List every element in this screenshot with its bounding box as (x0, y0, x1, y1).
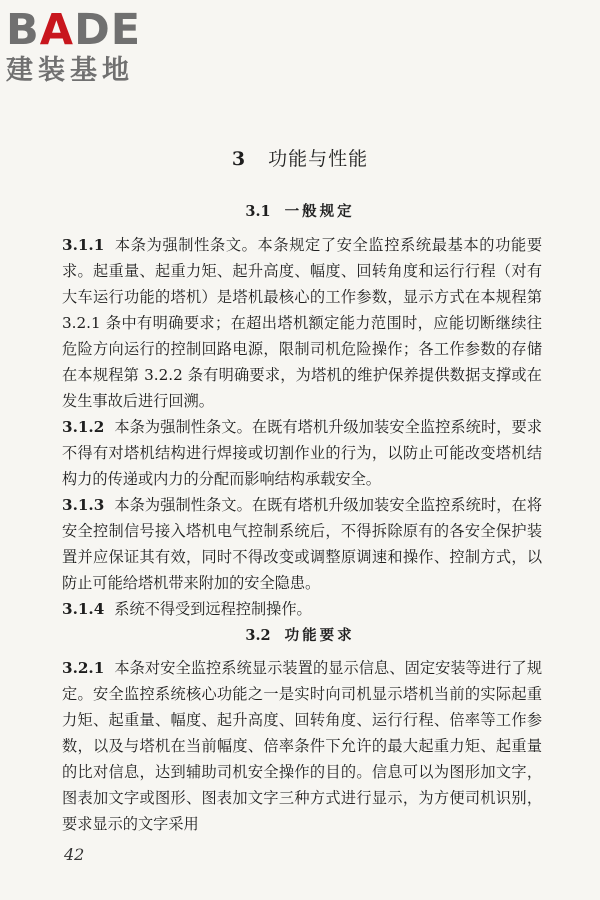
clause-text: 本条为强制性条文。在既有塔机升级加装安全监控系统时，要求不得有对塔机结构进行焊接或切割作业的行为，以防止可能改变塔机结构力的传递或内力的分配而影响结构承载安全。 (62, 418, 542, 488)
section-heading-3-1 (0, 200, 600, 221)
bade-logo (6, 6, 176, 88)
clause-number: 3.1.1 (62, 236, 105, 254)
logo-letter-a-accent: A (39, 5, 75, 55)
clause-text: 本条对安全监控系统显示装置的显示信息、固定安装等进行了规定。安全监控系统核心功能之一是实时向司机显示塔机当前的实际起重力矩、起重量、幅度、起升高度、回转角度、运行行程、倍率等工作参数，以及与塔机在当前幅度、倍率条件下允许的最大起重力矩、起重量的比对信息，达到辅助司机安全操作的目的。信息可以为图形加文字，图表加文字或图形、图表加文字三种方式进行显示，为方便司机识别，要求显示的文字采用 (62, 659, 542, 833)
logo-letters-de: DE (74, 5, 142, 55)
section-number: 3.2 (245, 627, 271, 644)
clause-text: 本条为强制性条文。在既有塔机升级加装安全监控系统时，在将安全控制信号接入塔机电气控制系统后，不得拆除原有的各安全保护装置并应保证其有效，同时不得改变或调整原调速和操作、控制方式，以防止可能给塔机带来附加的安全隐患。 (62, 496, 542, 592)
clause-number: 3.1.2 (62, 418, 105, 436)
section-3-2-body (62, 655, 542, 837)
clause-3-1-1 (62, 232, 542, 414)
section-3-1-body (62, 232, 542, 622)
clause-3-1-2 (62, 414, 542, 492)
clause-text: 本条为强制性条文。本条规定了安全监控系统最基本的功能要求。起重量、起重力矩、起升高度、幅度、回转角度和运行行程（对有大车运行功能的塔机）是塔机最核心的工作参数，显示方式在本规程第 3.2.1 条中有明确要求；在超出塔机额定能力范围时，应能切断继续往危险方向运行的控制回路电源，限制司机危险操作；各工作参数的存储在本规程第 3.2.2 条有明确要求，为塔机的维护保养提供数据支撑或在发生事故后进行回溯。 (62, 236, 542, 410)
clause-3-1-3 (62, 492, 542, 596)
logo-letter-b: B (6, 5, 40, 55)
section-title-text: 功能要求 (284, 627, 355, 644)
page-number: 42 (64, 845, 85, 864)
chapter-number: 3 (231, 148, 247, 170)
logo-wordmark (6, 5, 176, 55)
clause-3-1-4 (62, 596, 542, 622)
chapter-title-text: 功能与性能 (268, 148, 369, 170)
clause-number: 3.1.4 (62, 600, 105, 618)
chapter-title (0, 144, 600, 171)
section-title-text: 一般规定 (284, 203, 355, 220)
logo-subtitle: 建装基地 (6, 55, 134, 86)
clause-text: 系统不得受到远程控制操作。 (114, 600, 312, 618)
clause-3-2-1 (62, 655, 542, 837)
section-number: 3.1 (245, 203, 271, 220)
clause-number: 3.2.1 (62, 659, 105, 677)
clause-number: 3.1.3 (62, 496, 105, 514)
section-heading-3-2 (0, 624, 600, 645)
